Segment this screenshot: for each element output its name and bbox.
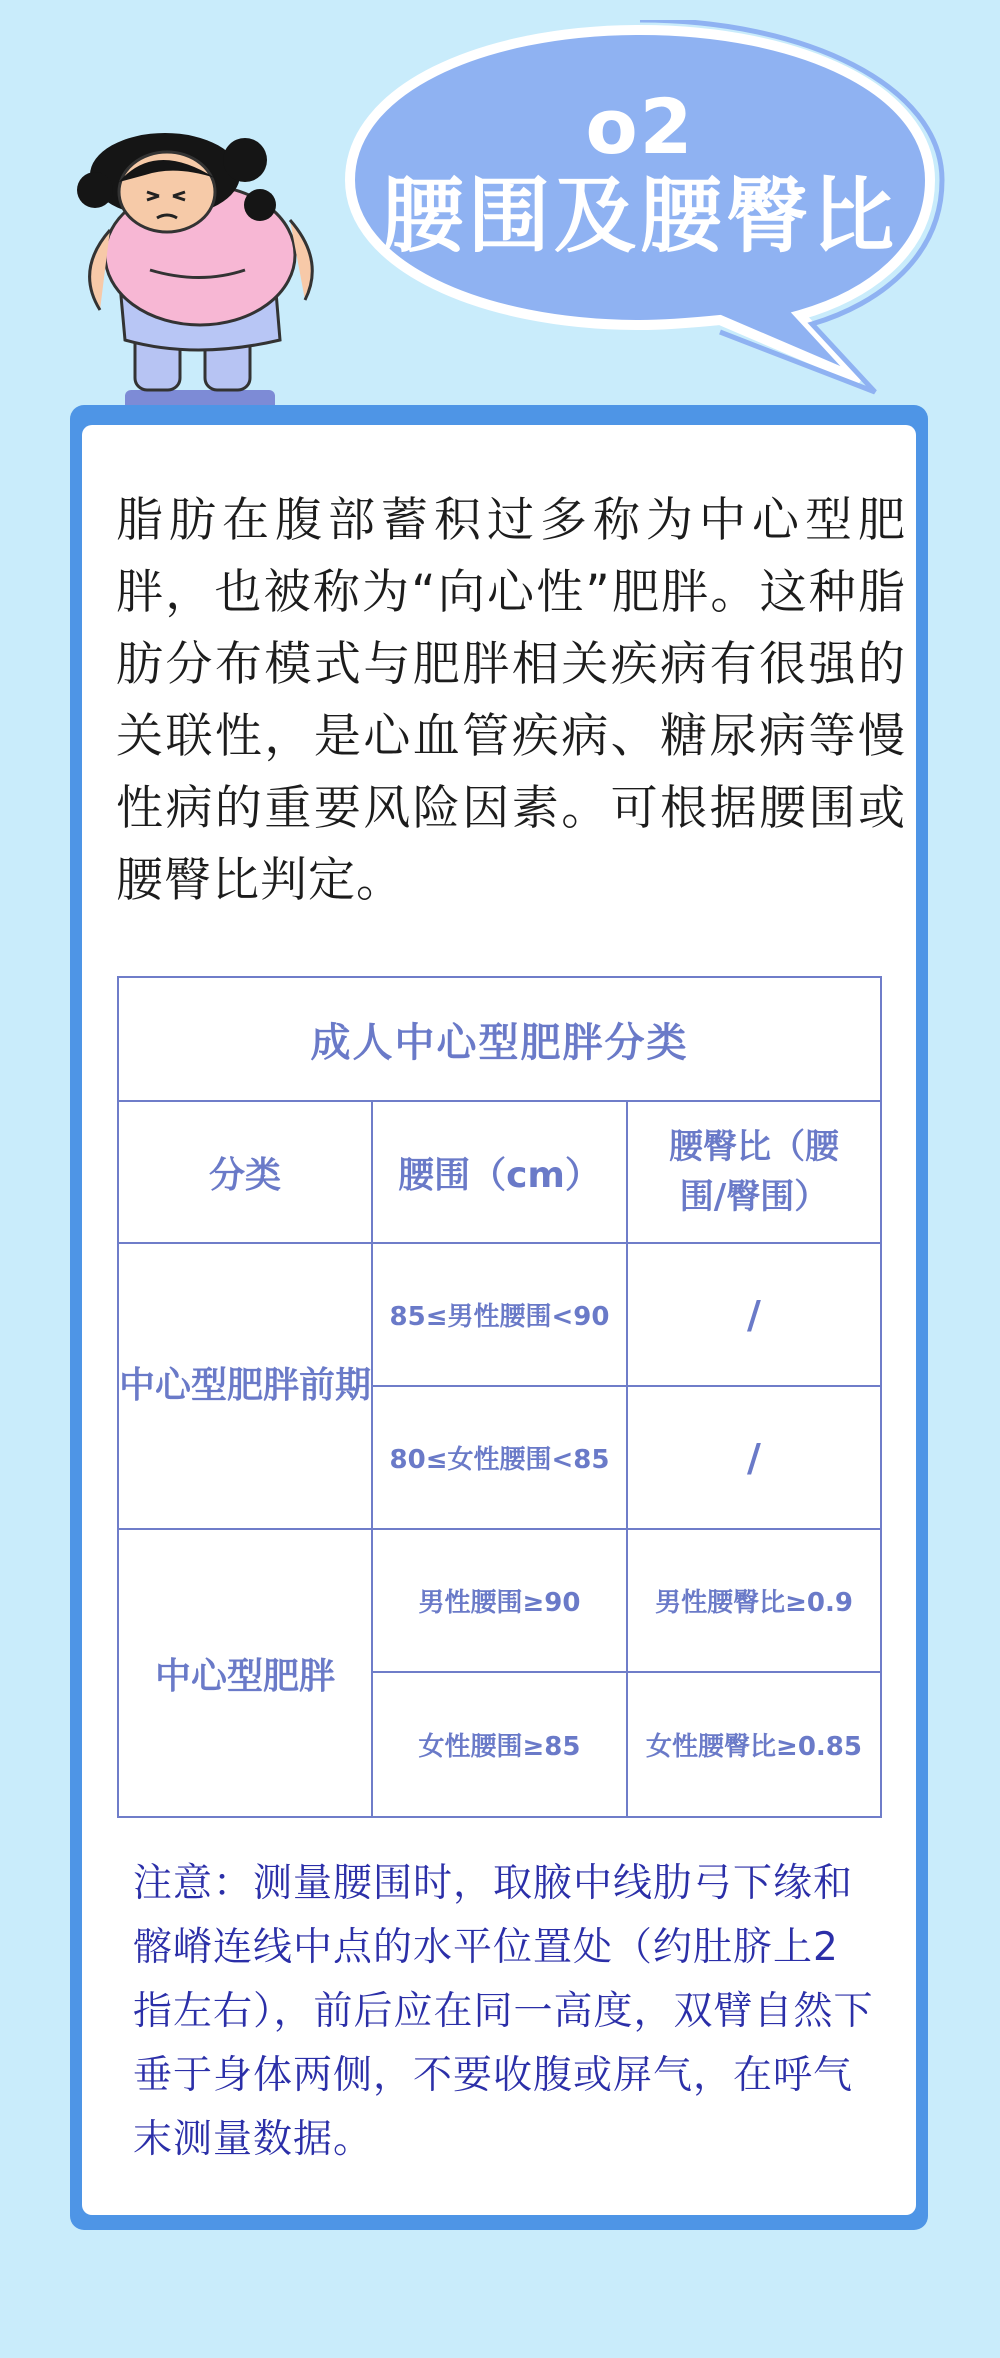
obesity-female-waist: 女性腰围≥85 (373, 1673, 628, 1816)
pre-obesity-female-ratio: / (628, 1387, 880, 1530)
header-bubble (330, 20, 950, 400)
header-ratio: 腰臀比（腰围/臀围） (628, 1102, 880, 1244)
row-obesity-category: 中心型肥胖 (119, 1530, 373, 1816)
obesity-classification-table (117, 976, 882, 1818)
overweight-woman-illustration (55, 120, 355, 420)
table-title: 成人中心型肥胖分类 (119, 978, 880, 1102)
section-title: 腰围及腰臀比 (381, 169, 898, 264)
obesity-male-waist: 男性腰围≥90 (373, 1530, 628, 1673)
measurement-note: 注意：测量腰围时，取腋中线肋弓下缘和髂嵴连线中点的水平位置处（约肚脐上2指左右），前后应在同一高度，双臂自然下垂于身体两侧，不要收腹或屏气，在呼气末测量数据。 (133, 1861, 874, 2162)
obesity-female-ratio: 女性腰臀比≥0.85 (646, 1732, 862, 1762)
pre-obesity-female-waist: 80≤女性腰围<85 (373, 1387, 628, 1530)
row-pre-obesity-category: 中心型肥胖前期 (119, 1244, 373, 1530)
section-number: o2 (585, 82, 695, 171)
pre-obesity-male-ratio: / (628, 1244, 880, 1387)
intro-paragraph: 脂肪在腹部蓄积过多称为中心型肥胖，也被称为“向心性”肥胖。这种脂肪分布模式与肥胖相关疾病有很强的关联性，是心血管疾病、糖尿病等慢性病的重要风险因素。可根据腰围或腰臀比判定。 (116, 493, 906, 908)
obesity-male-ratio: 男性腰臀比≥0.9 (628, 1530, 880, 1673)
pre-obesity-male-waist: 85≤男性腰围<90 (373, 1244, 628, 1387)
header-category: 分类 (119, 1102, 373, 1244)
header-waist: 腰围（cm） (373, 1102, 628, 1244)
